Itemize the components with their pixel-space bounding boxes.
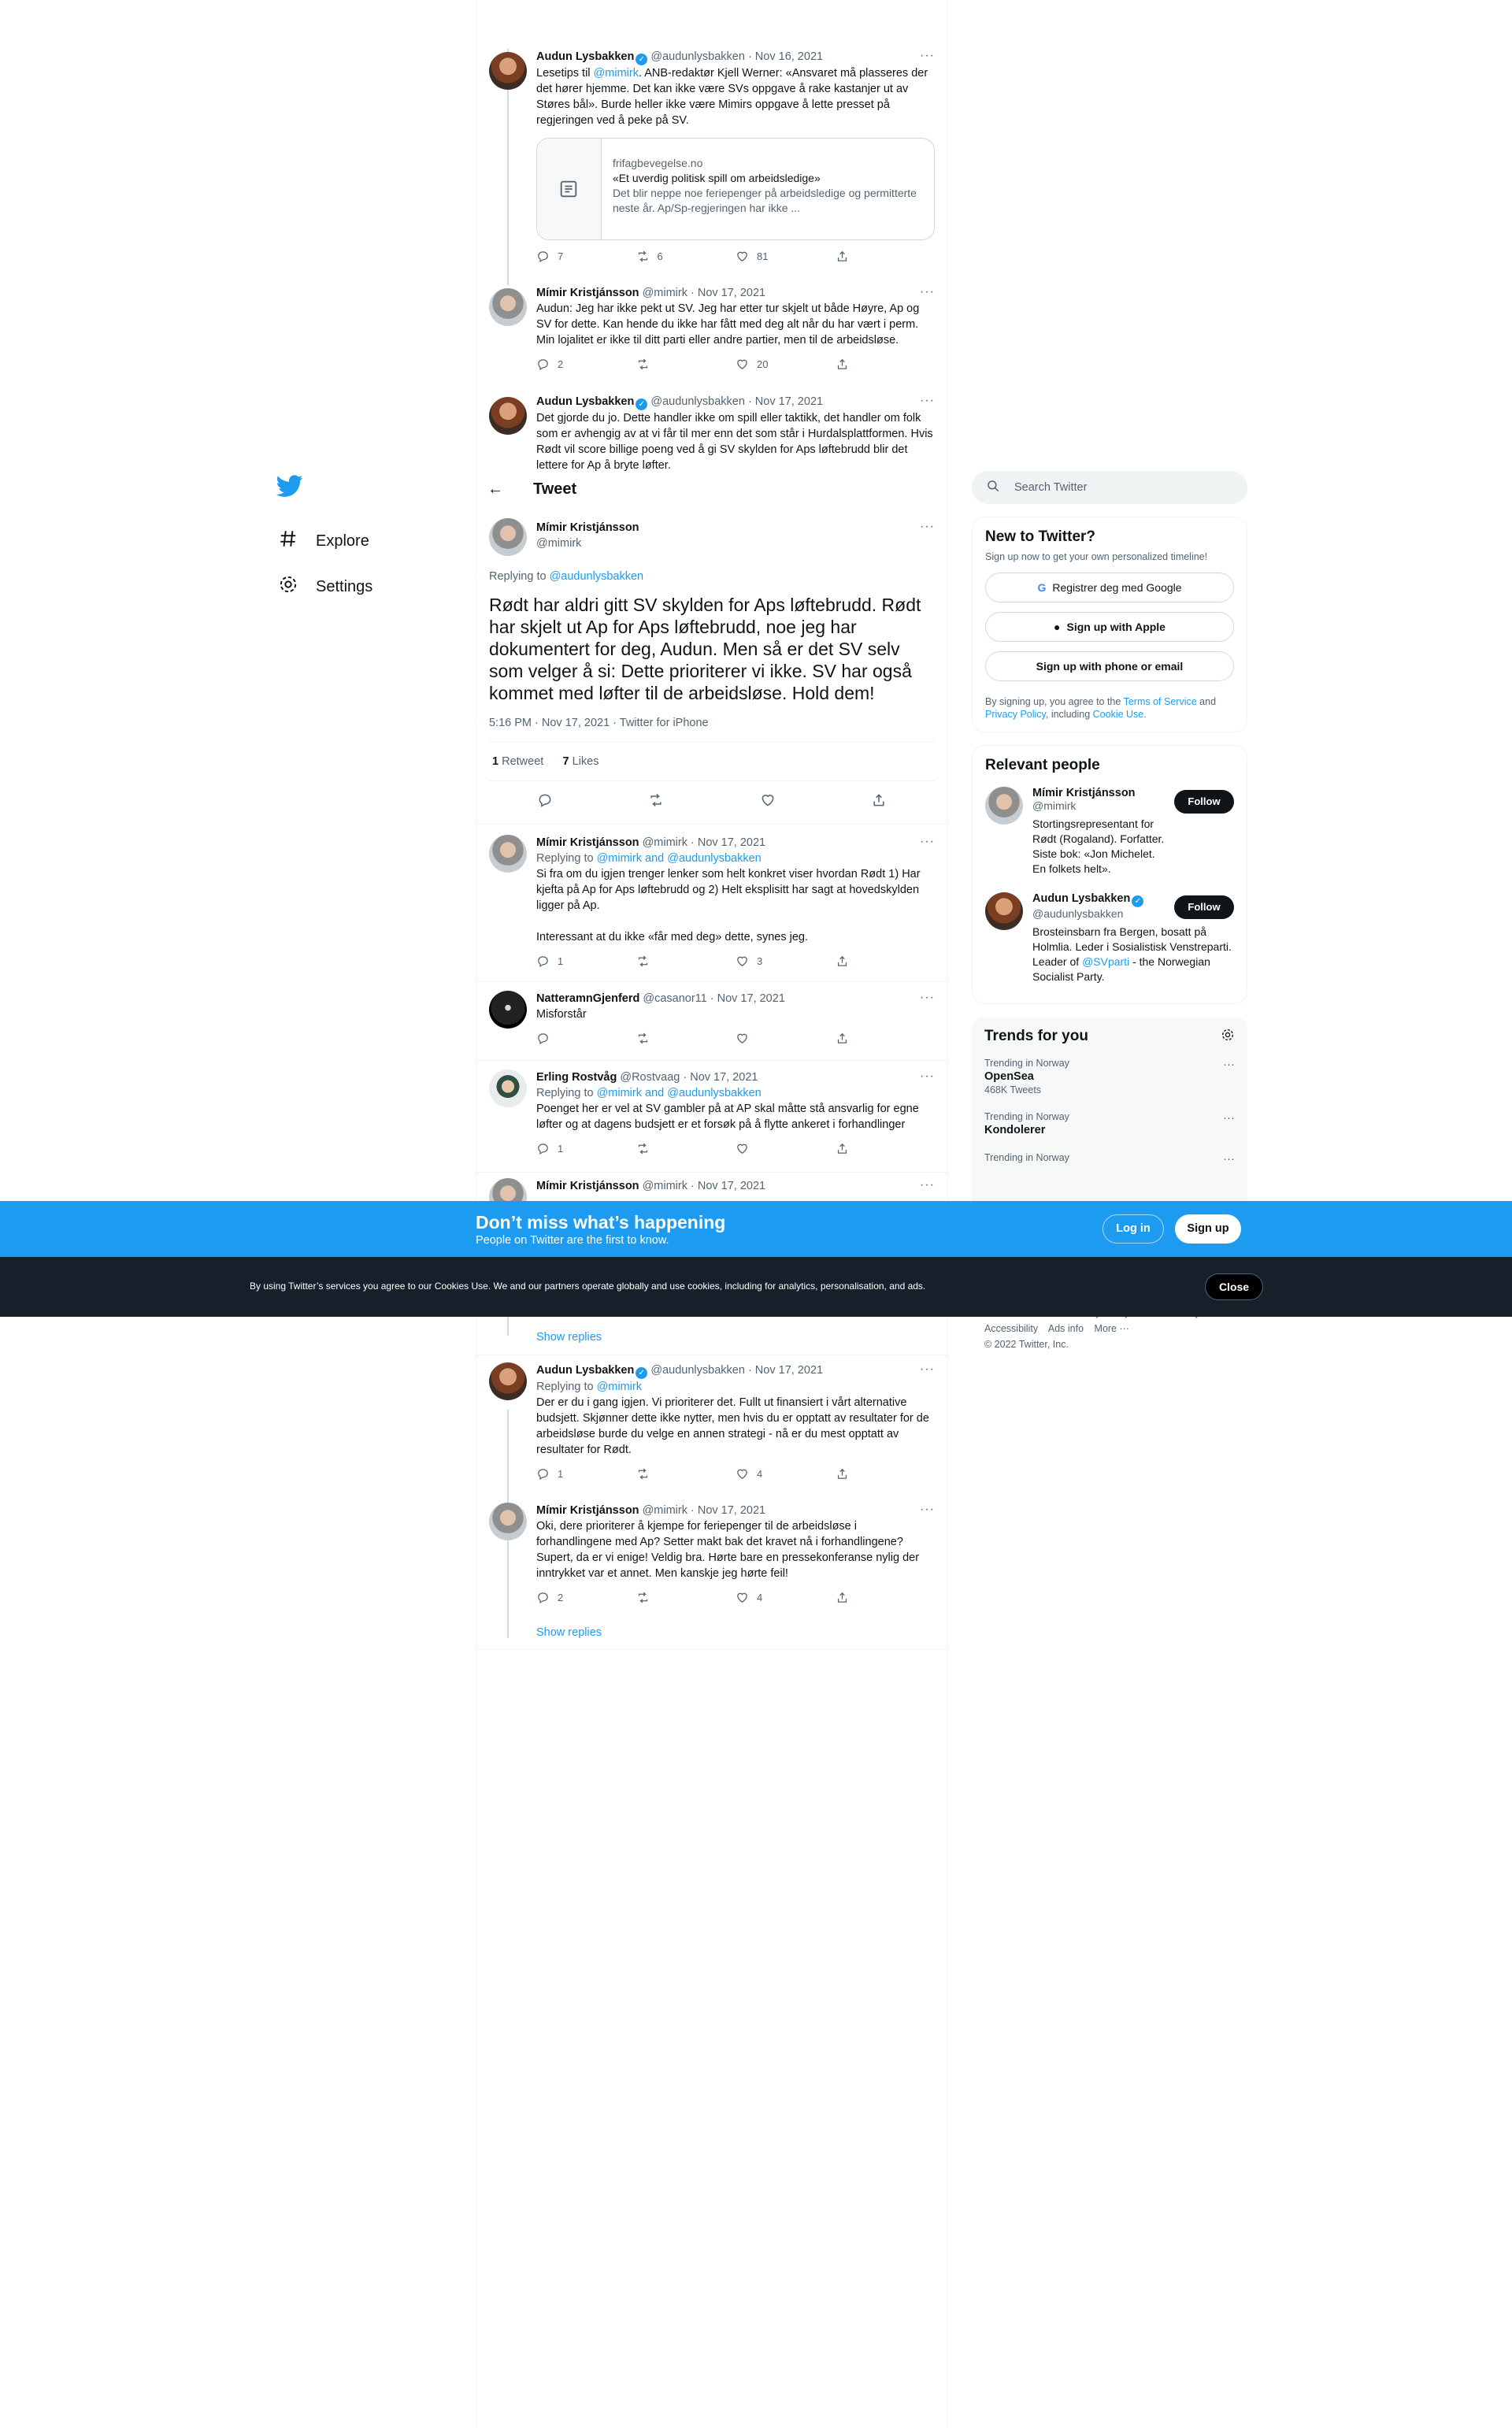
privacy-link[interactable]: Privacy Policy xyxy=(985,709,1046,720)
author-handle[interactable]: @mimirk xyxy=(642,836,687,849)
like-button[interactable] xyxy=(736,1142,836,1155)
avatar[interactable] xyxy=(489,288,527,326)
verified-icon: ✓ xyxy=(636,398,647,410)
share-icon xyxy=(836,1467,849,1481)
verified-icon: ✓ xyxy=(636,1367,647,1379)
tweet-text: Si fra om du igjen trenger lenker som helt konkret viser hvordan Rødt 1) Har kjefta på Ap for Aps løftebrudd og 2) Helt eksplisitt har sagt at hovedskylden ligger på Ap. Interessant at du ikke «får med deg» dette, synes jeg. xyxy=(536,868,921,943)
retweet-icon xyxy=(636,1591,650,1604)
tweet-text: Det gjorde du jo. Dette handler ikke om spill eller taktikk, det handler om folk som er avhengig av at vi får til mer enn det som står i Hurdalsplattformen. Hvis Rødt vil score billige poeng ved å gi SV skylden for Aps løftebrudd blir det lettere for Ap å bryte løfter. xyxy=(536,412,933,471)
heart-icon xyxy=(736,955,749,968)
tweet-header xyxy=(536,49,935,65)
retweet-icon xyxy=(636,1467,650,1481)
author-handle[interactable]: @mimirk xyxy=(642,287,687,299)
nav-settings[interactable] xyxy=(272,564,469,610)
author-name[interactable]: Audun Lysbakken xyxy=(536,50,635,63)
divider xyxy=(476,1649,947,1650)
login-button[interactable]: Log in xyxy=(1102,1214,1164,1244)
more-icon[interactable]: ··· xyxy=(1223,1111,1235,1125)
author-name[interactable]: Mímir Kristjánsson xyxy=(536,836,639,849)
retweet-button[interactable] xyxy=(636,955,736,968)
mention-link[interactable]: @mimirk xyxy=(596,1381,642,1393)
avatar[interactable] xyxy=(489,52,527,90)
gear-icon[interactable] xyxy=(1221,1028,1235,1046)
retweet-button[interactable] xyxy=(636,358,736,371)
tweet-date[interactable]: · Nov 16, 2021 xyxy=(747,50,824,63)
divider xyxy=(476,981,947,982)
more-icon[interactable]: ··· xyxy=(920,991,935,1004)
twitter-logo-icon[interactable] xyxy=(276,473,303,499)
tweet-date[interactable]: · Nov 17, 2021 xyxy=(691,836,766,849)
tweet-text: Misforstår xyxy=(536,1008,587,1021)
more-icon[interactable]: ··· xyxy=(920,49,935,62)
share-icon xyxy=(836,1032,849,1045)
person-name[interactable]: Audun Lysbakken xyxy=(1032,892,1131,905)
avatar[interactable] xyxy=(985,787,1023,825)
relevant-people-panel xyxy=(972,745,1247,1004)
tweet-timestamp[interactable]: 5:16 PM · Nov 17, 2021 · Twitter for iPhone xyxy=(489,717,709,729)
reply-icon xyxy=(536,1032,550,1045)
tweet-actions xyxy=(536,1591,935,1604)
tweet-actions xyxy=(536,1142,935,1155)
share-button[interactable] xyxy=(836,1142,936,1155)
heart-icon xyxy=(736,1467,749,1481)
signup-button[interactable]: Sign up xyxy=(1175,1214,1241,1244)
avatar[interactable] xyxy=(489,518,527,556)
heart-icon xyxy=(736,358,749,371)
tweet-date[interactable]: · Nov 17, 2021 xyxy=(691,1504,766,1517)
divider xyxy=(476,1060,947,1061)
avatar[interactable] xyxy=(489,1362,527,1400)
author-handle[interactable]: @mimirk xyxy=(642,1180,687,1192)
search-icon xyxy=(986,479,1000,496)
signup-banner xyxy=(0,1201,1512,1257)
reply-icon xyxy=(536,955,550,968)
person-name[interactable]: Mímir Kristjánsson xyxy=(1032,787,1136,799)
trend-item[interactable]: Trending in Norway OpenSea 468K Tweets ··· xyxy=(984,1058,1235,1095)
retweet-button[interactable]: 6 xyxy=(636,250,736,263)
reply-button[interactable] xyxy=(537,792,553,810)
tweet-text: Rødt har aldri gitt SV skylden for Aps løftebrudd. Rødt har skjelt ut Ap for Aps løftebrudd, noe jeg har dokumentert for deg, Audun. Men så er det SV selv som velger å si: Dette prioriterer vi ikke. SV har også kommet med løfter til de arbeidsløse. Hold dem! xyxy=(489,595,921,703)
trend-item[interactable]: Trending in Norway Kondolerer ··· xyxy=(984,1111,1235,1136)
more-icon[interactable]: ··· xyxy=(920,1069,935,1083)
nav-explore[interactable] xyxy=(272,518,469,564)
author-name[interactable]: Mímir Kristjánsson xyxy=(536,521,639,534)
gear-icon xyxy=(278,574,298,599)
more-icon[interactable]: ··· xyxy=(1223,1152,1235,1166)
signup-terms: By signing up, you agree to the Terms of Service and Privacy Policy, including Cookie Use. xyxy=(985,696,1217,720)
more-icon[interactable]: ··· xyxy=(920,835,935,848)
person-card[interactable] xyxy=(985,779,1234,884)
tweet-date[interactable]: · Nov 17, 2021 xyxy=(747,395,824,408)
tweet-actions xyxy=(536,358,935,371)
author-name[interactable]: Audun Lysbakken xyxy=(536,1364,635,1377)
tweet-date[interactable]: · Nov 17, 2021 xyxy=(747,1364,824,1377)
tweet-date[interactable]: · Nov 17, 2021 xyxy=(691,287,766,299)
heart-icon xyxy=(736,1142,749,1155)
reply-icon xyxy=(536,250,550,263)
reply-button[interactable]: 2 xyxy=(536,358,636,371)
share-icon xyxy=(836,1591,849,1604)
like-button[interactable] xyxy=(736,1032,836,1045)
more-icon[interactable]: ··· xyxy=(920,394,935,407)
nav-explore-label: Explore xyxy=(316,532,369,550)
avatar[interactable] xyxy=(985,892,1023,930)
hashtag-icon xyxy=(278,528,298,554)
trend-name: Kondolerer xyxy=(984,1124,1046,1136)
card-description: Det blir neppe noe feriepenger på arbeidsledige og permitterte neste år. Ap/Sp-regjeringen har ikke ... xyxy=(612,187,917,214)
more-icon[interactable]: ··· xyxy=(920,285,935,298)
retweet-icon xyxy=(636,1142,650,1155)
google-signup-button[interactable]: G Registrer deg med Google xyxy=(985,573,1234,602)
cookie-text: By using Twitter’s services you agree to our Cookies Use. We and our partners operate globally and use cookies, including for analytics, personalisation, and ads. xyxy=(250,1281,926,1292)
author-name[interactable]: NatteramnGjenferd xyxy=(536,992,640,1005)
trend-count: 468K Tweets xyxy=(984,1084,1042,1095)
nav-settings-label: Settings xyxy=(316,577,373,595)
verified-icon: ✓ xyxy=(636,54,647,65)
thread-connector xyxy=(507,1618,509,1638)
mention-link[interactable]: @SVparti xyxy=(1082,955,1130,968)
share-button[interactable] xyxy=(836,250,936,263)
relevant-people-title: Relevant people xyxy=(985,757,1100,773)
retweet-button[interactable] xyxy=(648,792,664,810)
search-input[interactable]: Search Twitter xyxy=(1014,481,1088,494)
reply-button[interactable]: 1 xyxy=(536,1142,636,1155)
divider xyxy=(476,1172,947,1173)
page-title: Tweet xyxy=(533,480,577,498)
share-icon xyxy=(871,792,887,808)
more-icon[interactable]: ··· xyxy=(920,1503,935,1516)
like-button[interactable] xyxy=(760,792,776,810)
avatar[interactable] xyxy=(489,397,527,435)
person-bio: Brosteinsbarn fra Bergen, bosatt på Holmlia. Leder i Sosialistisk Venstreparti. Leader of @SVparti - the Norwegian Socialist Party. xyxy=(1032,925,1232,983)
tweet-text: Oki, dere prioriterer å kjempe for feriepenger til de arbeidsløse i forhandlingene med Ap? Setter makt bak det kravet nå i forhandlingene? Supert, da er vi enige! Veldig bra. Hørte bare en pressekonferanse nylig der inntrykket var et annet. Men kanskje jeg hørte feil! xyxy=(536,1520,920,1580)
avatar[interactable] xyxy=(489,1069,527,1107)
retweet-icon xyxy=(636,250,650,263)
person-card[interactable] xyxy=(985,884,1234,992)
divider xyxy=(476,824,947,825)
thread-connector xyxy=(507,1317,509,1336)
show-replies-link[interactable]: Show replies xyxy=(536,1331,602,1344)
share-button[interactable] xyxy=(836,1591,936,1604)
link-card[interactable] xyxy=(536,138,935,240)
search-bar[interactable] xyxy=(972,471,1247,504)
tweet-date[interactable]: · Nov 17, 2021 xyxy=(710,992,785,1005)
author-handle[interactable]: @audunlysbakken xyxy=(650,1364,745,1377)
phone-signup-button[interactable]: Sign up with phone or email xyxy=(985,651,1234,681)
like-button[interactable]: 81 xyxy=(736,250,836,263)
author-handle[interactable]: @casanor11 xyxy=(643,992,707,1005)
tweet-actions xyxy=(536,1467,935,1481)
retweet-icon xyxy=(636,955,650,968)
follow-button[interactable]: Follow xyxy=(1174,790,1234,814)
author-name[interactable]: Erling Rostvåg xyxy=(536,1071,617,1084)
follow-button[interactable]: Follow xyxy=(1174,895,1234,919)
copyright: © 2022 Twitter, Inc. xyxy=(984,1339,1069,1350)
signup-panel xyxy=(972,517,1247,732)
avatar[interactable] xyxy=(489,835,527,873)
mention-link[interactable]: @mimirk xyxy=(593,67,639,80)
reply-button[interactable] xyxy=(536,1032,636,1045)
mention-link[interactable]: @mimirk and @audunlysbakken xyxy=(596,1087,762,1099)
retweet-icon xyxy=(636,358,650,371)
like-button[interactable]: 20 xyxy=(736,358,836,371)
share-icon xyxy=(836,358,849,371)
card-title: «Et uverdig politisk spill om arbeidsledige» xyxy=(612,172,821,184)
retweet-icon xyxy=(648,792,664,808)
retweet-button[interactable] xyxy=(636,1032,736,1045)
tweet-text: Lesetips til @mimirk. ANB-redaktør Kjell Werner: «Ansvaret må plasseres der det hører hjemme. Det kan ikke være SVs oppgave å rake kastanjer ut av Støres bål». Burde heller ikke være Mimirs oppgave å lette presset på regjeringen ved å peke på SV. xyxy=(536,67,928,127)
back-arrow-icon[interactable]: ← xyxy=(487,480,503,498)
retweet-button[interactable] xyxy=(636,1142,736,1155)
reply-icon xyxy=(537,792,553,808)
cookie-link[interactable]: Cookie Use xyxy=(1092,709,1144,720)
reply-button[interactable]: 1 xyxy=(536,1467,636,1481)
heart-icon xyxy=(736,1591,749,1604)
author-name[interactable]: Mímir Kristjánsson xyxy=(536,287,639,299)
share-icon xyxy=(836,955,849,968)
parent-thread xyxy=(476,0,947,471)
like-button[interactable]: 4 xyxy=(736,1591,836,1604)
author-handle[interactable]: @Rostvaag xyxy=(620,1071,680,1084)
tweet-actions xyxy=(536,250,935,263)
reply-button[interactable]: 1 xyxy=(536,955,636,968)
retweet-count[interactable]: 1 Retweet xyxy=(492,755,544,768)
more-icon[interactable]: ··· xyxy=(920,520,935,533)
author-handle[interactable]: @audunlysbakken xyxy=(650,50,745,63)
heart-icon xyxy=(736,1032,749,1045)
retweet-icon xyxy=(636,1032,650,1045)
like-button[interactable]: 4 xyxy=(736,1467,836,1481)
reply-icon xyxy=(536,358,550,371)
footer-accessibility-link[interactable]: Accessibility xyxy=(984,1323,1039,1334)
apple-signup-button[interactable]: ● Sign up with Apple xyxy=(985,612,1234,642)
tweet-text: Audun: Jeg har ikke pekt ut SV. Jeg har etter tur skjelt ut både Høyre, Ap og SV for dette. Kan hende du ikke har fått med deg alt når du har vært i perm. Min lojalitet er ikke til ditt parti eller andre partier, men til de arbeidsløse. xyxy=(536,302,920,347)
person-bio: Stortingsrepresentant for Rødt (Rogaland). Forfatter. Siste bok: «Jon Michelet. En folkets helt». xyxy=(1032,817,1165,875)
replying-to: Replying to @mimirk and @audunlysbakken xyxy=(536,852,762,865)
trend-name: OpenSea xyxy=(984,1070,1034,1083)
author-handle[interactable]: @audunlysbakken xyxy=(650,395,745,408)
share-button[interactable] xyxy=(836,955,936,968)
verified-icon: ✓ xyxy=(1132,895,1143,907)
signup-title: New to Twitter? xyxy=(985,528,1096,545)
avatar[interactable] xyxy=(489,1503,527,1540)
trends-title: Trends for you xyxy=(984,1028,1088,1044)
mention-link[interactable]: @audunlysbakken xyxy=(549,570,644,583)
tweet-date[interactable]: · Nov 17, 2021 xyxy=(691,1180,766,1192)
show-replies-link[interactable]: Show replies xyxy=(536,1626,602,1639)
article-icon xyxy=(537,139,602,239)
tweet-text: Der er du i gang igjen. Vi prioriterer det. Fullt ut finansiert i vårt alternative budsjett. Skjønner dette ikke nytter, men hvis du er opptatt av resultater for de arbeidsløse burde du velge en annen strategi - nå er du mest opptatt av resultater for Rødt. xyxy=(536,1396,929,1456)
author-name[interactable]: Audun Lysbakken xyxy=(536,395,635,408)
retweet-button[interactable] xyxy=(636,1591,736,1604)
reply-icon xyxy=(536,1467,550,1481)
author-handle[interactable]: @mimirk xyxy=(642,1504,687,1517)
replying-to: Replying to @mimirk and @audunlysbakken xyxy=(536,1087,762,1099)
tweet-stats xyxy=(489,742,935,781)
tweet-actions xyxy=(536,1032,935,1045)
share-button[interactable] xyxy=(836,358,936,371)
footer-more-link[interactable]: More ··· xyxy=(1094,1323,1129,1334)
replying-to: Replying to @audunlysbakken xyxy=(489,570,644,583)
author-handle[interactable]: @mimirk xyxy=(536,537,582,550)
like-button[interactable]: 3 xyxy=(736,955,836,968)
footer-ads-link[interactable]: Ads info xyxy=(1047,1323,1084,1334)
cookie-close-button[interactable]: Close xyxy=(1205,1273,1263,1300)
author-name[interactable]: Mímir Kristjánsson xyxy=(536,1504,639,1517)
share-button[interactable] xyxy=(871,792,887,810)
banner-title: Don’t miss what’s happening xyxy=(476,1212,726,1233)
cookie-banner xyxy=(0,1257,1512,1317)
person-handle: @mimirk xyxy=(1032,799,1077,812)
heart-icon xyxy=(760,792,776,808)
author-name[interactable]: Mímir Kristjánsson xyxy=(536,1180,639,1192)
replying-to: Replying to @mimirk xyxy=(536,1381,642,1393)
trend-item[interactable]: Trending in Norway ··· xyxy=(984,1152,1235,1166)
tweet-actions xyxy=(489,792,935,810)
banner-subtitle: People on Twitter are the first to know. xyxy=(476,1234,669,1247)
more-icon[interactable]: ··· xyxy=(920,1362,935,1376)
share-button[interactable] xyxy=(836,1467,936,1481)
reply-button[interactable]: 7 xyxy=(536,250,636,263)
tweet-date[interactable]: · Nov 17, 2021 xyxy=(683,1071,758,1084)
share-button[interactable] xyxy=(836,1032,936,1045)
share-icon xyxy=(836,1142,849,1155)
reply-button[interactable]: 2 xyxy=(536,1591,636,1604)
reply-icon xyxy=(536,1142,550,1155)
share-icon xyxy=(836,250,849,263)
card-domain: frifagbevegelse.no xyxy=(612,157,703,169)
avatar[interactable] xyxy=(489,991,527,1029)
more-icon[interactable]: ··· xyxy=(920,1178,935,1192)
terms-link[interactable]: Terms of Service xyxy=(1123,696,1197,707)
more-icon[interactable]: ··· xyxy=(1223,1058,1235,1071)
apple-icon: ● xyxy=(1054,621,1061,633)
tweet-text: Poenget her er vel at SV gambler på at AP skal måtte stå ansvarlig for egne løfter og at dagens budsjett er et forsøk på å flytte ankeret i forhandlinger xyxy=(536,1103,919,1131)
google-icon: G xyxy=(1037,581,1047,594)
tweet-actions xyxy=(536,955,935,968)
mention-link[interactable]: @mimirk and @audunlysbakken xyxy=(596,852,762,865)
heart-icon xyxy=(736,250,749,263)
page-header xyxy=(476,471,947,507)
left-nav xyxy=(272,473,469,610)
person-handle: @audunlysbakken xyxy=(1032,907,1124,920)
retweet-button[interactable] xyxy=(636,1467,736,1481)
reply-icon xyxy=(536,1591,550,1604)
like-count[interactable]: 7 Likes xyxy=(562,755,599,768)
signup-subtitle: Sign up now to get your own personalized timeline! xyxy=(985,551,1208,562)
